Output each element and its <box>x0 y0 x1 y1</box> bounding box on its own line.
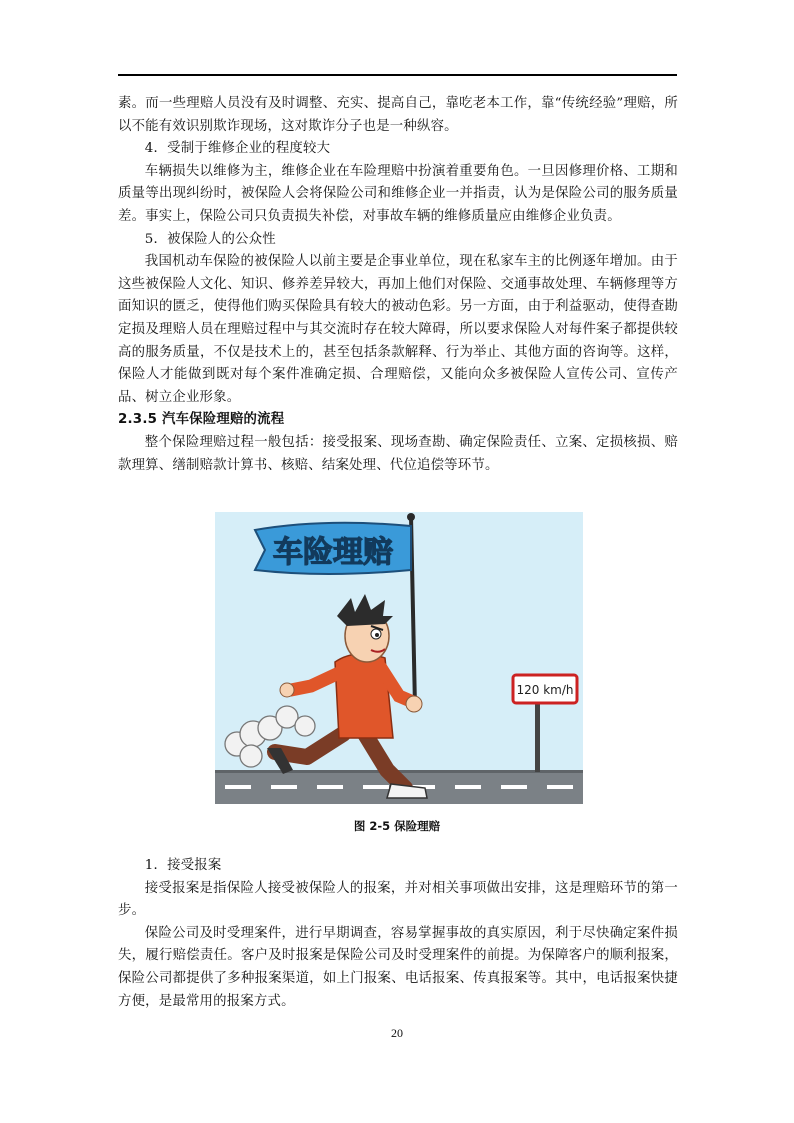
paragraph: 保险公司及时受理案件，进行早期调查，容易掌握事故的真实原因，利于尽快确定案件损失，履行赔偿责任。客户及时报案是保险公司及时受理案件的前提。为保障客户的顺利报案，保险公司都提供了多种报案渠道，如上门报案、电话报案、传真报案等。其中，电话报案快捷方便，是最常用的报案方式。 <box>118 925 678 1009</box>
body-text-bottom <box>118 855 678 1013</box>
figure-illustration <box>215 512 583 804</box>
banner-text: 车险理赔 <box>273 535 393 570</box>
figure-caption: 图 2-5 保险理赔 <box>353 819 441 833</box>
speed-sign-label: 120 km/h <box>516 683 574 697</box>
paragraph: 我国机动车保险的被保险人以前主要是企事业单位，现在私家车主的比例逐年增加。由于这些被保险人文化、知识、修养差异较大，再加上他们对保险、交通事故处理、车辆修理等方面知识的匮乏，使得他们购买保险具有较大的被动色彩。另一方面，由于利益驱动，使得查勘定损及理赔人员在理赔过程中与其交流时存在较大障碍，所以要求保险人对每件案子都提供较高的服务质量，不仅是技术上的，甚至包括条款解释、行为举止、其他方面的咨询等。这样，保险人才能做到既对每个案件准确定损、合理赔偿，又能向众多被保险人宣传公司、宣传产品、树立企业形象。 <box>118 254 678 405</box>
paragraph: 车辆损失以维修为主，维修企业在车险理赔中扮演着重要角色。一旦因修理价格、工期和质量等出现纠纷时，被保险人会将保险公司和维修企业一并指责，认为是保险公司的服务质量差。事实上，保险公司只负责损失补偿，对事故车辆的维修质量应由维修企业负责。 <box>118 163 678 224</box>
section-heading: 2.3.5 汽车保险理赔的流程 <box>118 412 285 428</box>
body-text-top <box>118 93 678 477</box>
paragraph: 素。而一些理赔人员没有及时调整、充实、提高自己，靠吃老本工作，靠“传统经验”理赔，所以不能有效识别欺诈现场，这对欺诈分子也是一种纵容。 <box>118 96 678 134</box>
subheading: 1．接受报案 <box>144 858 222 873</box>
page-number: 20 <box>391 1026 403 1040</box>
paragraph: 接受报案是指保险人接受被保险人的报案，并对相关事项做出安排，这是理赔环节的第一步。 <box>118 880 678 919</box>
subheading: 5．被保险人的公众性 <box>144 231 276 247</box>
paragraph: 整个保险理赔过程一般包括：接受报案、现场查勘、确定保险责任、立案、定损核损、赔款理算、缮制赔款计算书、核赔、结案处理、代位追偿等环节。 <box>118 434 678 473</box>
subheading: 4．受制于维修企业的程度较大 <box>144 141 331 157</box>
header-rule <box>118 74 677 76</box>
